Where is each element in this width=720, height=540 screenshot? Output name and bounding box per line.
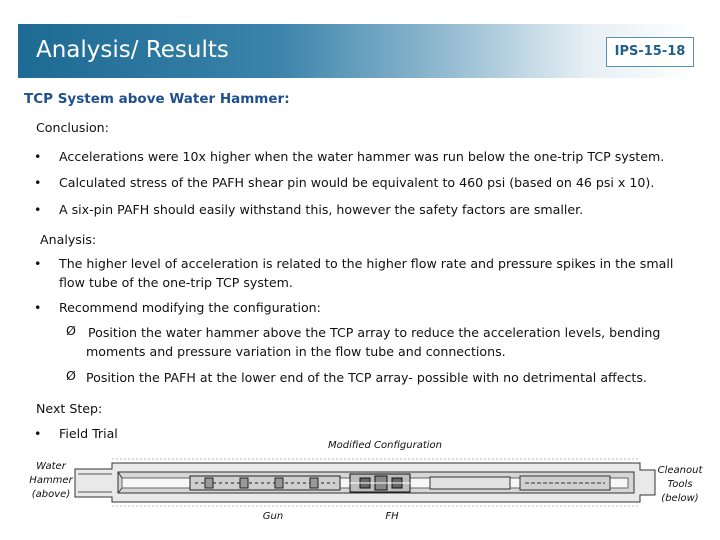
bullet-icon: • [34,256,42,271]
bullet-icon: • [34,175,42,190]
document-id-badge: IPS-15-18 [606,37,694,67]
slide-title: Analysis/ Results [36,37,229,63]
bullet-icon: • [34,149,42,164]
gun-section [190,476,340,490]
fh-label: FH [385,511,399,522]
conclusion-item-2: Calculated stress of the PAFH shear pin would be equivalent to 460 psi (based on 46 psi x 10). [59,175,655,190]
arrow-bullet-icon: Ø [66,368,76,383]
analysis-sub-1-line-1: Position the water hammer above the TCP array to reduce the acceleration levels, bending [88,325,661,340]
analysis-sub-2: Position the PAFH at the lower end of the TCP array- possible with no detrimental affects. [86,370,647,385]
analysis-item-2: Recommend modifying the configuration: [59,300,321,315]
conclusion-label: Conclusion: [36,120,109,135]
analysis-sub-1-line-2: moments and pressure variation in the flow tube and connections. [86,344,506,359]
analysis-item-1-line-1: The higher level of acceleration is related to the higher flow rate and pressure spikes in the small [59,256,674,271]
firing-head-section [350,474,410,492]
gun-label: Gun [262,511,284,522]
section-heading: TCP System above Water Hammer: [24,91,290,107]
cleanout-tools-label: Cleanout Tools (below) [657,465,703,504]
figure-caption: Modified Configuration [328,440,442,451]
next-step-label: Next Step: [36,401,103,416]
analysis-label: Analysis: [40,232,97,247]
analysis-item-1-line-2: flow tube of the one-trip TCP system. [59,275,293,290]
conclusion-item-3: A six-pin PAFH should easily withstand this, however the safety factors are smaller. [59,202,584,217]
next-step-item: Field Trial [59,426,118,441]
arrow-bullet-icon: Ø [66,323,76,338]
bullet-icon: • [34,202,42,217]
water-hammer-label: Water Hammer (above) [29,461,73,500]
lower-section [430,476,610,490]
bullet-icon: • [34,426,42,441]
conclusion-item-1: Accelerations were 10x higher when the water hammer was run below the one-trip TCP system. [59,149,665,164]
bullet-icon: • [34,300,42,315]
